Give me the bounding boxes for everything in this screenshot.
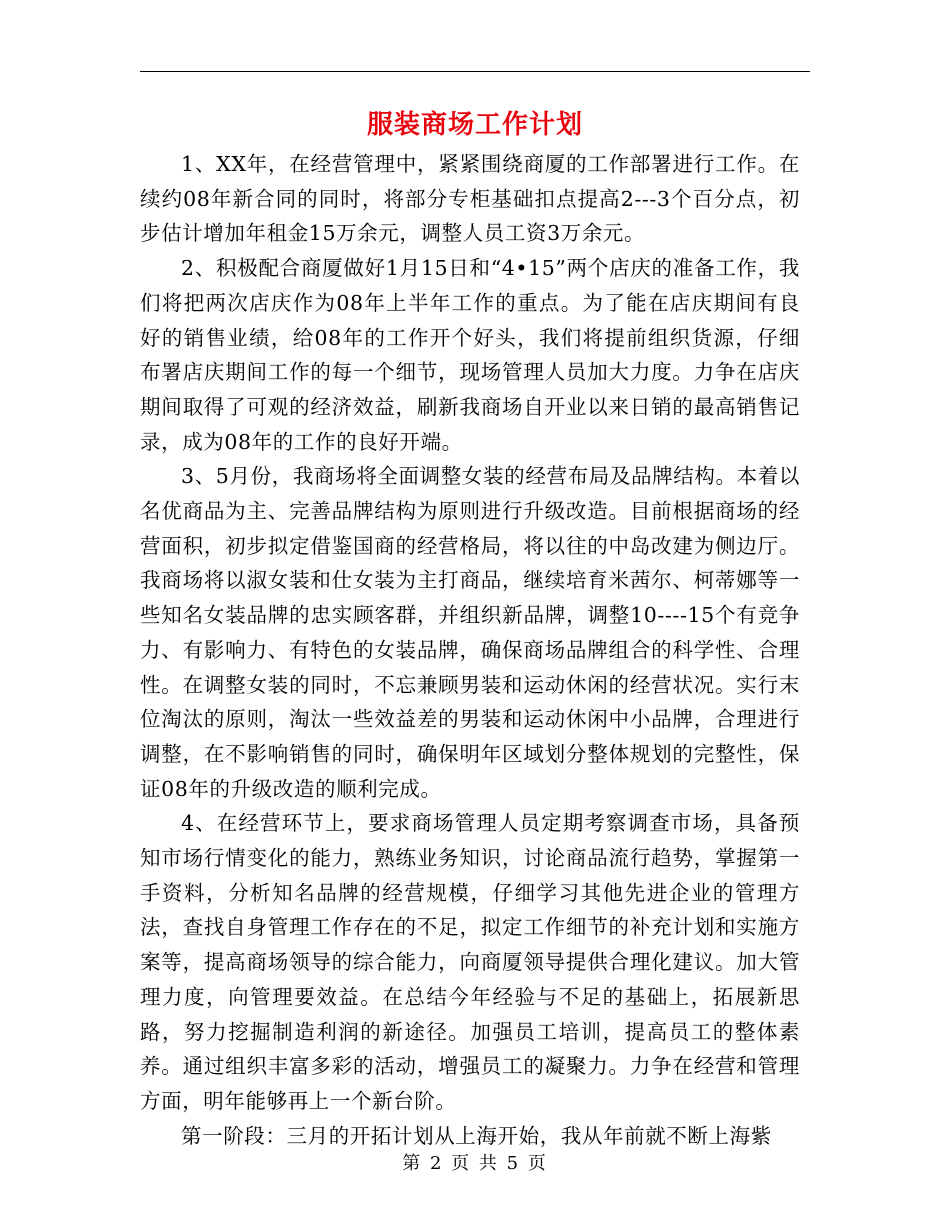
document-body: [140, 147, 800, 1153]
paragraph-4: 4、在经营环节上，要求商场管理人员定期考察调查市场，具备预知市场行情变化的能力，熟练业务知识，讨论商品流行趋势，掌握第一手资料，分析知名品牌的经营规模，仔细学习其他先进企业的管理方法，查找自身管理工作存在的不足，拟定工作细节的补充计划和实施方案等，提高商场领导的综合能力，向商厦领导提供合理化建议。加大管理力度，向管理要效益。在总结今年经验与不足的基础上，拓展新思路，努力挖掘制造利润的新途径。加强员工培训，提高员工的整体素养。通过组织丰富多彩的活动，增强员工的凝聚力。力争在经营和管理方面，明年能够再上一个新台阶。: [140, 811, 800, 1113]
paragraph-2: 2、积极配合商厦做好1月15日和“4•15”两个店庆的准备工作，我们将把两次店庆作为08年上半年工作的重点。为了能在店庆期间有良好的销售业绩，给08年的工作开个好头，我们将提前组织货源，仔细布署店庆期间工作的每一个细节，现场管理人员加大力度。力争在店庆期间取得了可观的经济效益，刷新我商场自开业以来日销的最高销售记录，成为08年的工作的良好开端。: [140, 256, 800, 454]
paragraph-3: 3、5月份，我商场将全面调整女装的经营布局及品牌结构。本着以名优商品为主、完善品牌结构为原则进行升级改造。目前根据商场的经营面积，初步拟定借鉴国商的经营格局，将以往的中岛改建为侧边厅。我商场将以淑女装和仕女装为主打商品，继续培育米茜尔、柯蒂娜等一些知名女装品牌的忠实顾客群，并组织新品牌，调整10----15个有竞争力、有影响力、有特色的女装品牌，确保商场品牌组合的科学性、合理性。在调整女装的同时，不忘兼顾男装和运动休闲的经营状况。实行末位淘汰的原则，淘汰一些效益差的男装和运动休闲中小品牌，合理进行调整，在不影响销售的同时，确保明年区域划分整体规划的完整性，保证08年的升级改造的顺利完成。: [140, 464, 800, 801]
header-rule: [140, 71, 810, 72]
paragraph-5: 第一阶段：三月的开拓计划从上海开始，我从年前就不断上海紫: [181, 1123, 772, 1148]
page-number-footer: 第 2 页 共 5 页: [402, 1153, 548, 1174]
paragraph-1: 1、XX年，在经营管理中，紧紧围绕商厦的工作部署进行工作。在续约08年新合同的同时，将部分专柜基础扣点提高2---3个百分点，初步估计增加年租金15万余元，调整人员工资3万余元。: [140, 152, 800, 246]
document-title: 服装商场工作计划: [366, 110, 583, 140]
